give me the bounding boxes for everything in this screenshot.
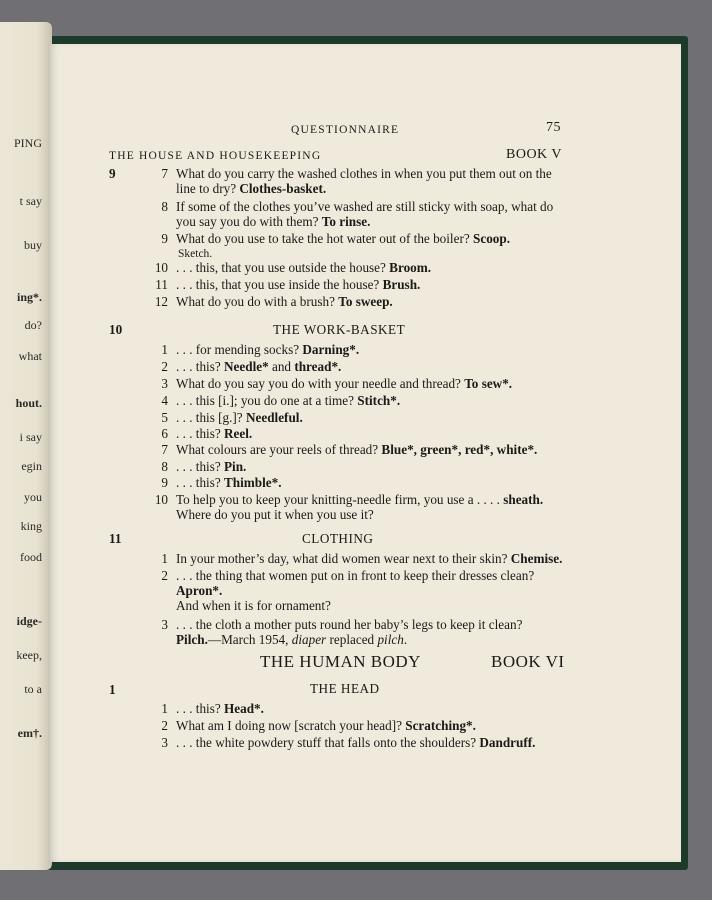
answer: Reel. [224, 426, 253, 441]
question-number: 11 [155, 277, 168, 292]
subsection-title: THE HEAD [310, 681, 380, 696]
left-fragment: you [24, 490, 42, 504]
section-title: THE HOUSE AND HOUSEKEEPING [109, 150, 322, 162]
answer: To rinse. [321, 214, 371, 229]
question-text: . . . this? Reel. [176, 426, 253, 441]
left-fragment: to a [24, 682, 42, 696]
question-number: 3 [161, 617, 168, 632]
question-number: 2 [161, 718, 168, 733]
answer: Pin. [224, 459, 247, 474]
question-number: 1 [161, 342, 168, 357]
left-fragment: idge- [16, 614, 42, 628]
question-text: . . . this? Pin. [176, 459, 247, 474]
left-fragment: egin [21, 459, 42, 473]
question-text [176, 583, 222, 599]
question-number: 10 [154, 492, 168, 507]
answer: Apron*. [176, 583, 223, 598]
question-text: . . . this, that you use outside the house? Broom. [176, 260, 432, 275]
answer: Dandruff. [479, 735, 536, 750]
question-text: . . . this, that you use inside the house? Brush. [176, 277, 421, 292]
question-text: To help you to keep your knitting-needle firm, you use a . . . . sheath. [176, 492, 544, 507]
left-fragment: t say [19, 194, 42, 208]
section-number: 1 [109, 682, 116, 697]
question-text: What am I doing now [scratch your head]? Scratching*. [176, 718, 476, 733]
question-text: . . . the thing that women put on in front to keep their dresses clean? [176, 568, 535, 583]
question-number: 12 [154, 294, 168, 309]
question-number: 4 [161, 393, 168, 408]
left-fragment: hout. [15, 396, 42, 410]
left-page-edge [0, 22, 52, 870]
left-fragment: do? [24, 318, 42, 332]
question-text: What do you carry the washed clothes in when you put them out on the [176, 166, 552, 181]
question-text: What do you say you do with your needle and thread? To sew*. [176, 376, 513, 391]
question-number: 7 [161, 166, 168, 181]
question-text: . . . for mending socks? Darning*. [176, 342, 360, 357]
left-fragment: keep, [16, 648, 42, 662]
question-number: 2 [161, 359, 168, 374]
question-number: 7 [161, 442, 168, 457]
question-number: 3 [161, 735, 168, 750]
question-text: . . . the white powdery stuff that falls onto the shoulders? Dandruff. [176, 735, 536, 750]
answer: Brush. [382, 277, 421, 292]
answer: Stitch*. [357, 393, 401, 408]
answer: Pilch. [176, 632, 208, 647]
question-text: . . . this? Needle* and thread*. [176, 359, 342, 374]
left-fragment: buy [24, 238, 42, 252]
answer: Thimble*. [224, 475, 282, 490]
question-number: 5 [161, 410, 168, 425]
subsection-title: THE WORK-BASKET [273, 322, 406, 337]
question-text: . . . the cloth a mother puts round her baby’s legs to keep it clean? [176, 617, 523, 632]
subsection-title: CLOTHING [302, 531, 374, 546]
question-text: What do you do with a brush? To sweep. [176, 294, 393, 309]
left-fragment: em†. [17, 726, 42, 740]
section-number: 9 [109, 166, 116, 181]
question-text: If some of the clothes you’ve washed are still sticky with soap, what do [176, 199, 554, 214]
question-number: 8 [161, 199, 168, 214]
question-number: 10 [154, 260, 168, 275]
page-number: 75 [546, 120, 561, 135]
question-text: line to dry? Clothes-basket. [176, 181, 327, 196]
left-fragment: PING [13, 136, 42, 150]
question-text: you say you do with them? To rinse. [176, 214, 371, 229]
question-text: Pilch.—March 1954, diaper replaced pilch. [176, 632, 408, 647]
answer: Needleful. [245, 410, 303, 425]
answer: Needle* [224, 359, 269, 374]
book-vi-label: BOOK VI [491, 652, 565, 671]
question-text: . . . this [g.]? Needleful. [176, 410, 303, 425]
question-number: 1 [161, 551, 168, 566]
question-text: Where do you put it when you use it? [176, 507, 374, 522]
question-text: . . . this? Thimble*. [176, 475, 282, 490]
question-text: In your mother’s day, what did women wear next to their skin? Chemise. [176, 551, 563, 566]
book-label: BOOK V [506, 147, 563, 162]
section-number: 10 [109, 322, 123, 337]
section-number: 11 [109, 531, 122, 546]
answer: Blue*, green*, red*, white*. [381, 442, 538, 457]
answer: Chemise. [510, 551, 563, 566]
answer: Scratching*. [405, 718, 476, 733]
question-number: 3 [161, 376, 168, 391]
answer: Darning*. [302, 342, 360, 357]
answer: Clothes-basket. [239, 181, 327, 196]
question-number: 6 [161, 426, 168, 441]
question-number: 9 [161, 231, 168, 246]
answer: sheath. [503, 492, 544, 507]
left-fragment: ing*. [16, 290, 42, 304]
answer: Scoop. [473, 231, 511, 246]
question-text: . . . this? Head*. [176, 701, 264, 716]
question-number: 9 [161, 475, 168, 490]
left-fragment: what [18, 349, 42, 363]
answer: To sew*. [464, 376, 513, 391]
question-text: . . . this [i.]; you do one at a time? Stitch*. [176, 393, 401, 408]
question-text: What colours are your reels of thread? Blue*, green*, red*, white*. [176, 442, 538, 457]
answer: Broom. [389, 260, 432, 275]
book-vi-title: THE HUMAN BODY [260, 652, 421, 671]
questionnaire-page [48, 44, 681, 862]
running-title: QUESTIONNAIRE [291, 124, 400, 136]
left-fragment: food [20, 550, 42, 564]
left-fragment: i say [19, 430, 42, 444]
answer: thread*. [294, 359, 342, 374]
left-fragment: king [20, 519, 42, 533]
question-text: And when it is for ornament? [176, 598, 331, 613]
question-text: What do you use to take the hot water out of the boiler? Scoop. [176, 231, 511, 246]
sketch-note: Sketch. [178, 248, 213, 260]
question-number: 8 [161, 459, 168, 474]
question-number: 2 [161, 568, 168, 583]
answer: Head*. [224, 701, 264, 716]
answer: To sweep. [338, 294, 393, 309]
question-number: 1 [161, 701, 168, 716]
